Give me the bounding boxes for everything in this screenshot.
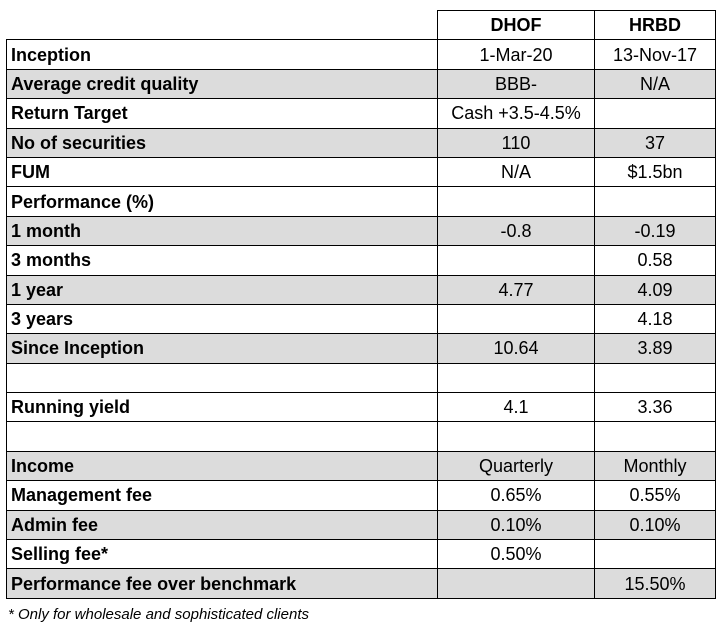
header-hrbd: HRBD <box>595 11 716 40</box>
table-row <box>7 510 716 539</box>
dhof-value <box>438 569 595 598</box>
row-label: Management fee <box>7 481 438 510</box>
hrbd-value: Monthly <box>595 451 716 480</box>
hrbd-value: 4.09 <box>595 275 716 304</box>
dhof-value <box>438 187 595 216</box>
dhof-value: 110 <box>438 128 595 157</box>
fund-comparison-table <box>6 10 716 599</box>
row-label: FUM <box>7 157 438 186</box>
row-label: 1 year <box>7 275 438 304</box>
row-label: Running yield <box>7 393 438 422</box>
table-row <box>7 363 716 392</box>
row-label: No of securities <box>7 128 438 157</box>
hrbd-value: 13-Nov-17 <box>595 40 716 69</box>
row-label <box>7 422 438 451</box>
dhof-value: 10.64 <box>438 334 595 363</box>
dhof-value <box>438 304 595 333</box>
dhof-value: N/A <box>438 157 595 186</box>
table-row <box>7 334 716 363</box>
dhof-value: 1-Mar-20 <box>438 40 595 69</box>
row-label: Average credit quality <box>7 69 438 98</box>
hrbd-value <box>595 540 716 569</box>
table-row <box>7 275 716 304</box>
row-label: Performance (%) <box>7 187 438 216</box>
hrbd-value: 3.89 <box>595 334 716 363</box>
row-label: 3 months <box>7 246 438 275</box>
hrbd-value: N/A <box>595 69 716 98</box>
row-label: 1 month <box>7 216 438 245</box>
hrbd-value: 0.10% <box>595 510 716 539</box>
hrbd-value: 0.55% <box>595 481 716 510</box>
footnote: * Only for wholesale and sophisticated clients <box>8 606 309 623</box>
row-label: Performance fee over benchmark <box>7 569 438 598</box>
hrbd-value: 0.58 <box>595 246 716 275</box>
header-row <box>7 11 716 40</box>
row-label: Income <box>7 451 438 480</box>
table-row <box>7 246 716 275</box>
table-row <box>7 540 716 569</box>
hrbd-value: 15.50% <box>595 569 716 598</box>
header-blank-cell <box>7 11 438 40</box>
row-label: Inception <box>7 40 438 69</box>
dhof-value: Cash +3.5-4.5% <box>438 99 595 128</box>
dhof-value: 4.1 <box>438 393 595 422</box>
dhof-value <box>438 363 595 392</box>
dhof-value: 0.10% <box>438 510 595 539</box>
hrbd-value: 37 <box>595 128 716 157</box>
row-label <box>7 363 438 392</box>
hrbd-value <box>595 187 716 216</box>
table-row <box>7 422 716 451</box>
table-row <box>7 393 716 422</box>
hrbd-value: -0.19 <box>595 216 716 245</box>
row-label: 3 years <box>7 304 438 333</box>
table-row <box>7 481 716 510</box>
table-row <box>7 216 716 245</box>
table-row <box>7 40 716 69</box>
table-row <box>7 187 716 216</box>
table-row <box>7 128 716 157</box>
table-row <box>7 157 716 186</box>
dhof-value: 0.50% <box>438 540 595 569</box>
table-row <box>7 569 716 598</box>
dhof-value: 4.77 <box>438 275 595 304</box>
dhof-value: BBB- <box>438 69 595 98</box>
hrbd-value <box>595 99 716 128</box>
table-row <box>7 99 716 128</box>
row-label: Return Target <box>7 99 438 128</box>
table-row <box>7 451 716 480</box>
header-dhof: DHOF <box>438 11 595 40</box>
hrbd-value: $1.5bn <box>595 157 716 186</box>
dhof-value: -0.8 <box>438 216 595 245</box>
table-row <box>7 304 716 333</box>
table-row <box>7 69 716 98</box>
hrbd-value: 4.18 <box>595 304 716 333</box>
dhof-value: Quarterly <box>438 451 595 480</box>
dhof-value <box>438 246 595 275</box>
dhof-value: 0.65% <box>438 481 595 510</box>
row-label: Selling fee* <box>7 540 438 569</box>
hrbd-value: 3.36 <box>595 393 716 422</box>
row-label: Since Inception <box>7 334 438 363</box>
dhof-value <box>438 422 595 451</box>
hrbd-value <box>595 363 716 392</box>
hrbd-value <box>595 422 716 451</box>
row-label: Admin fee <box>7 510 438 539</box>
table-body <box>7 40 716 598</box>
